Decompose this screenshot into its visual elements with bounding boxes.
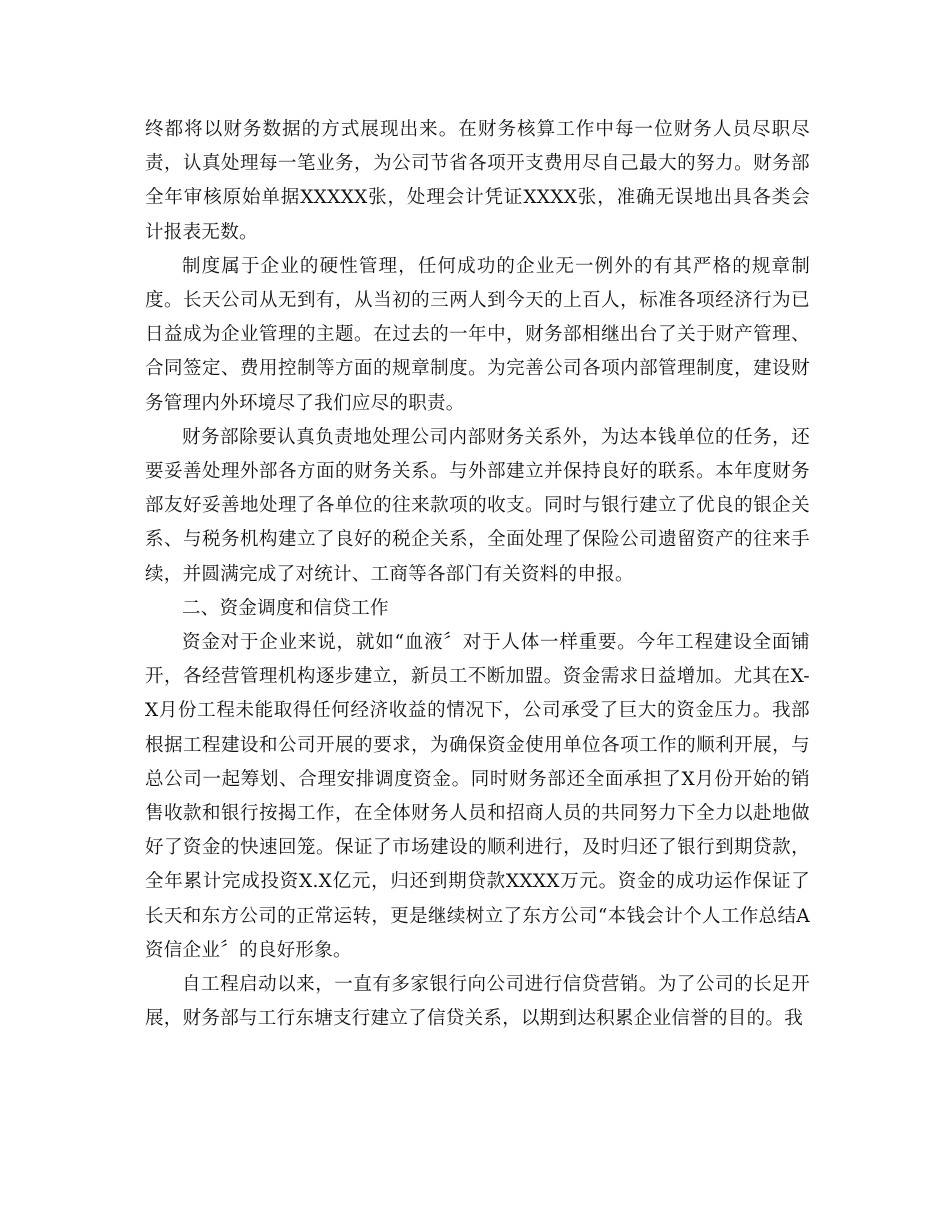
paragraph-external-relations: 财务部除要认真负责地处理公司内部财务关系外，为达本钱单位的任务，还要妥善处理外部各方面的财务关系。与外部建立并保持良好的联系。本年度财务部友好妥善地处理了各单位的往来款项的收支。同时与银行建立了优良的银企关系、与税务机构建立了良好的税企关系，全面处理了保险公司遗留资产的往来手续，并圆满完成了对统计、工商等各部门有关资料的申报。 — [145, 426, 810, 585]
paragraph-continuation: 终都将以财务数据的方式展现出来。在财务核算工作中每一位财务人员尽职尽责，认真处理每一笔业务，为公司节省各项开支费用尽自己最大的努力。财务部全年审核原始单据XXXXX张，处理会计凭证XXXX张，准确无误地出具各类会计报表无数。 — [145, 119, 810, 243]
paragraph-regulations: 制度属于企业的硬性管理，任何成功的企业无一例外的有其严格的规章制度。长天公司从无到有，从当初的三两人到今天的上百人，标准各项经济行为已日益成为企业管理的主题。在过去的一年中，财务部相继出台了关于财产管理、合同签定、费用控制等方面的规章制度。为完善公司各项内部管理制度，建设财务管理内外环境尽了我们应尽的职责。 — [145, 255, 810, 414]
paragraph-funds: 资金对于企业来说，就如“血液〞对于人体一样重要。今年工程建设全面铺开，各经营管理机构逐步建立，新员工不断加盟。资金需求日益增加。尤其在X-X月份工程未能取得任何经济收益的情况下，公司承受了巨大的资金压力。我部根据工程建设和公司开展的要求，为确保资金使用单位各项工作的顺利开展，与总公司一起筹划、合理安排调度资金。同时财务部还全面承担了X月份开始的销售收款和银行按揭工作，在全体财务人员和招商人员的共同努力下全力以赴地做好了资金的快速回笼。保证了市场建设的顺利进行，及时归还了银行到期贷款，全年累计完成投资X.X亿元，归还到期贷款XXXX万元。资金的成功运作保证了长天和东方公司的正常运转，更是继续树立了东方公司“本钱会计个人工作总结A资信企业〞的良好形象。 — [145, 632, 810, 961]
document-body — [145, 113, 810, 1036]
section-heading-funds: 二、资金调度和信贷工作 — [182, 597, 389, 619]
paragraph-credit: 自工程启动以来，一直有多家银行向公司进行信贷营销。为了公司的长足开展，财务部与工行东塘支行建立了信贷关系，以期到达积累企业信誉的目的。我 — [145, 974, 810, 1030]
